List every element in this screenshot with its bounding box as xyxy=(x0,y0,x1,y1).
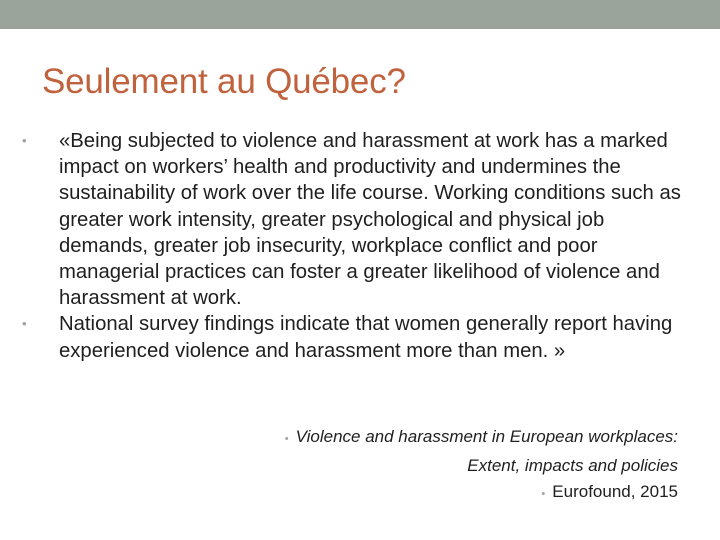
citation-block xyxy=(285,424,678,508)
bullet-text: «Being subjected to violence and harassment at work has a marked impact on workers’ health and productivity and undermines the sustainability of work over the life course. Working conditions such as greater work intensity, greater psychological and physical job demands, greater job insecurity, workplace conflict and poor managerial practices can foster a greater likelihood of violence and harassment at work. xyxy=(59,130,681,310)
bullet-item-findings xyxy=(22,311,682,363)
citation-source-line1 xyxy=(285,424,678,453)
citation-publisher-line xyxy=(285,479,678,508)
citation-source-line2: Extent, impacts and policies xyxy=(467,455,678,475)
citation-publisher: Eurofound, 2015 xyxy=(552,482,678,501)
citation-title-part1: Violence and harassment in European workplaces: xyxy=(295,427,678,446)
bullet-marker-icon: • xyxy=(284,433,289,445)
slide-title: Seulement au Québec? xyxy=(42,62,406,101)
bullet-marker-icon: • xyxy=(22,316,27,332)
bullet-text: National survey findings indicate that women generally report having experienced violence and harassment more than men. » xyxy=(59,313,673,362)
top-accent-bar xyxy=(0,0,720,29)
bullet-item-quote xyxy=(22,128,682,311)
bullet-list xyxy=(22,128,682,364)
bullet-marker-icon: • xyxy=(22,133,27,148)
bullet-marker-icon: • xyxy=(541,488,546,500)
